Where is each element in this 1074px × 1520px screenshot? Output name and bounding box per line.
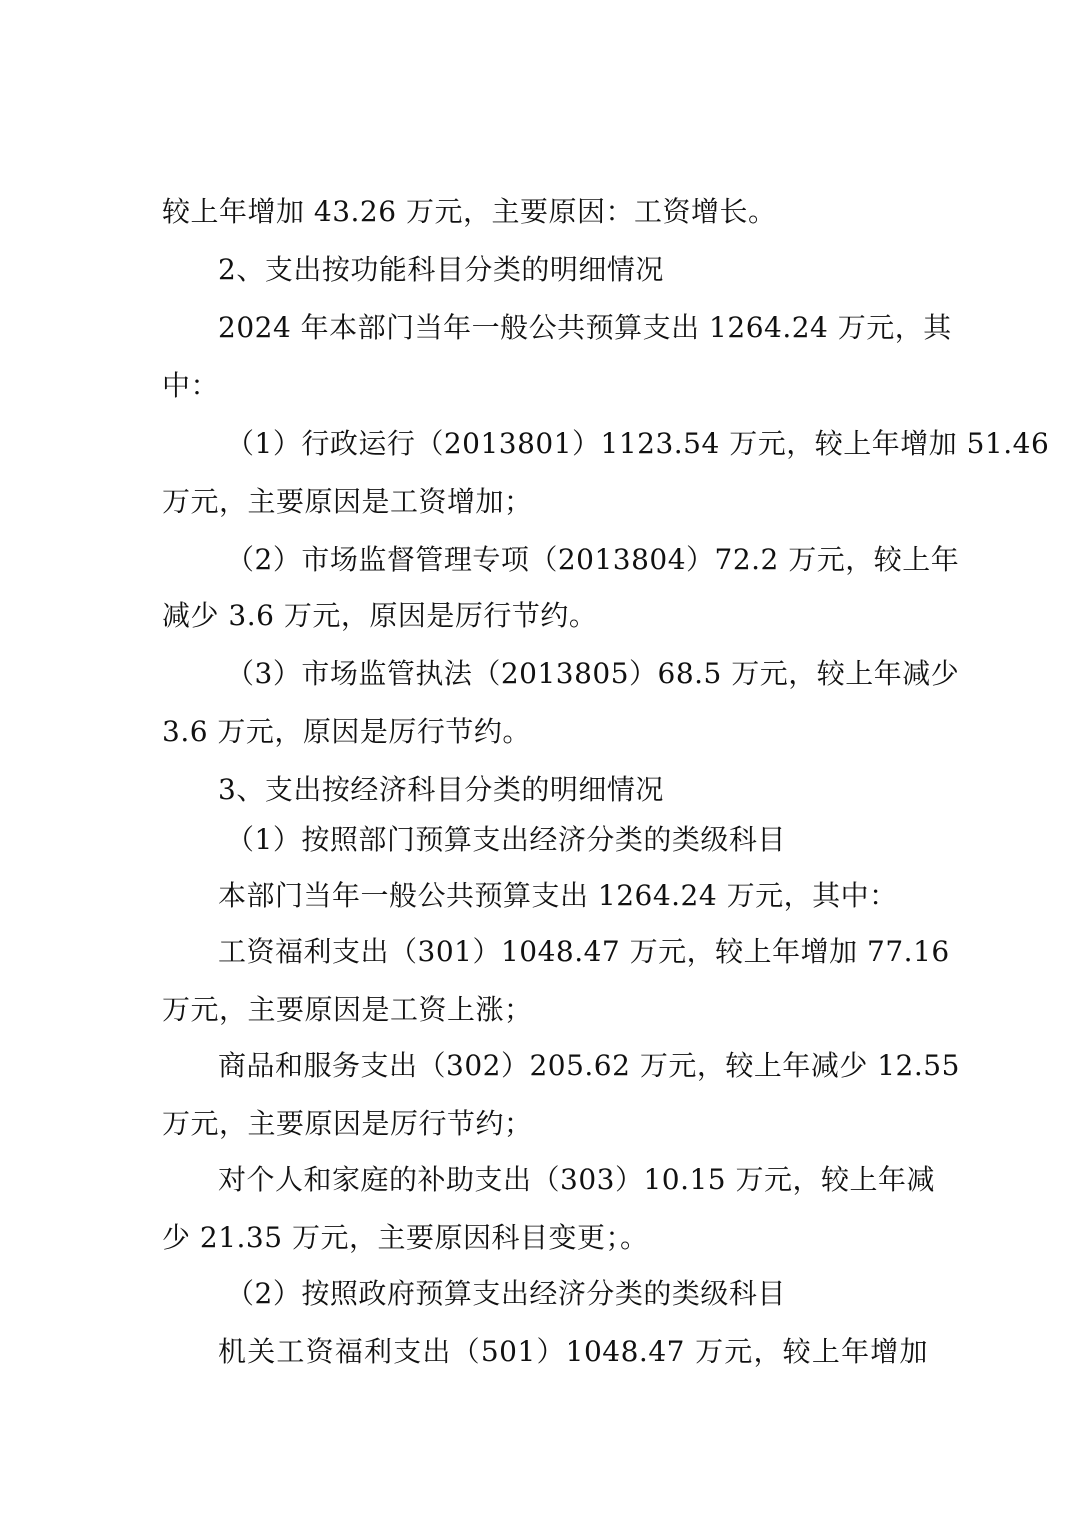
sub-heading-1: （1）按照部门预算支出经济分类的类级科目 <box>226 823 786 856</box>
text-line-1: 较上年增加 43.26 万元，主要原因：工资增长。 <box>162 195 777 228</box>
text-line-14: 工资福利支出（301）1048.47 万元，较上年增加 77.16 <box>218 935 950 968</box>
text-line-21: 机关工资福利支出（501）1048.47 万元，较上年增加 <box>218 1335 928 1368</box>
text-line-19: 少 21.35 万元，主要原因科目变更；。 <box>162 1221 649 1254</box>
text-line-17: 万元，主要原因是厉行节约； <box>162 1107 533 1140</box>
section-heading-3: 3、支出按经济科目分类的明细情况 <box>218 773 664 806</box>
text-line-7: （2）市场监督管理专项（2013804）72.2 万元，较上年 <box>226 543 960 576</box>
text-line-8: 减少 3.6 万元，原因是厉行节约。 <box>162 599 598 632</box>
text-line-15: 万元，主要原因是工资上涨； <box>162 993 533 1026</box>
section-heading-2: 2、支出按功能科目分类的明细情况 <box>218 253 664 286</box>
text-line-13: 本部门当年一般公共预算支出 1264.24 万元，其中： <box>218 879 898 912</box>
text-line-3: 2024 年本部门当年一般公共预算支出 1264.24 万元，其 <box>218 311 952 344</box>
text-line-4: 中： <box>162 369 220 402</box>
sub-heading-2: （2）按照政府预算支出经济分类的类级科目 <box>226 1277 786 1310</box>
text-line-6: 万元，主要原因是工资增加； <box>162 485 533 518</box>
text-line-9: （3）市场监管执法（2013805）68.5 万元，较上年减少 <box>226 657 960 690</box>
text-line-5: （1）行政运行（2013801）1123.54 万元，较上年增加 51.46 <box>226 427 1050 460</box>
text-line-18: 对个人和家庭的补助支出（303）10.15 万元，较上年减 <box>218 1163 936 1196</box>
text-line-10: 3.6 万元，原因是厉行节约。 <box>162 715 531 748</box>
text-line-16: 商品和服务支出（302）205.62 万元，较上年减少 12.55 <box>218 1049 960 1082</box>
